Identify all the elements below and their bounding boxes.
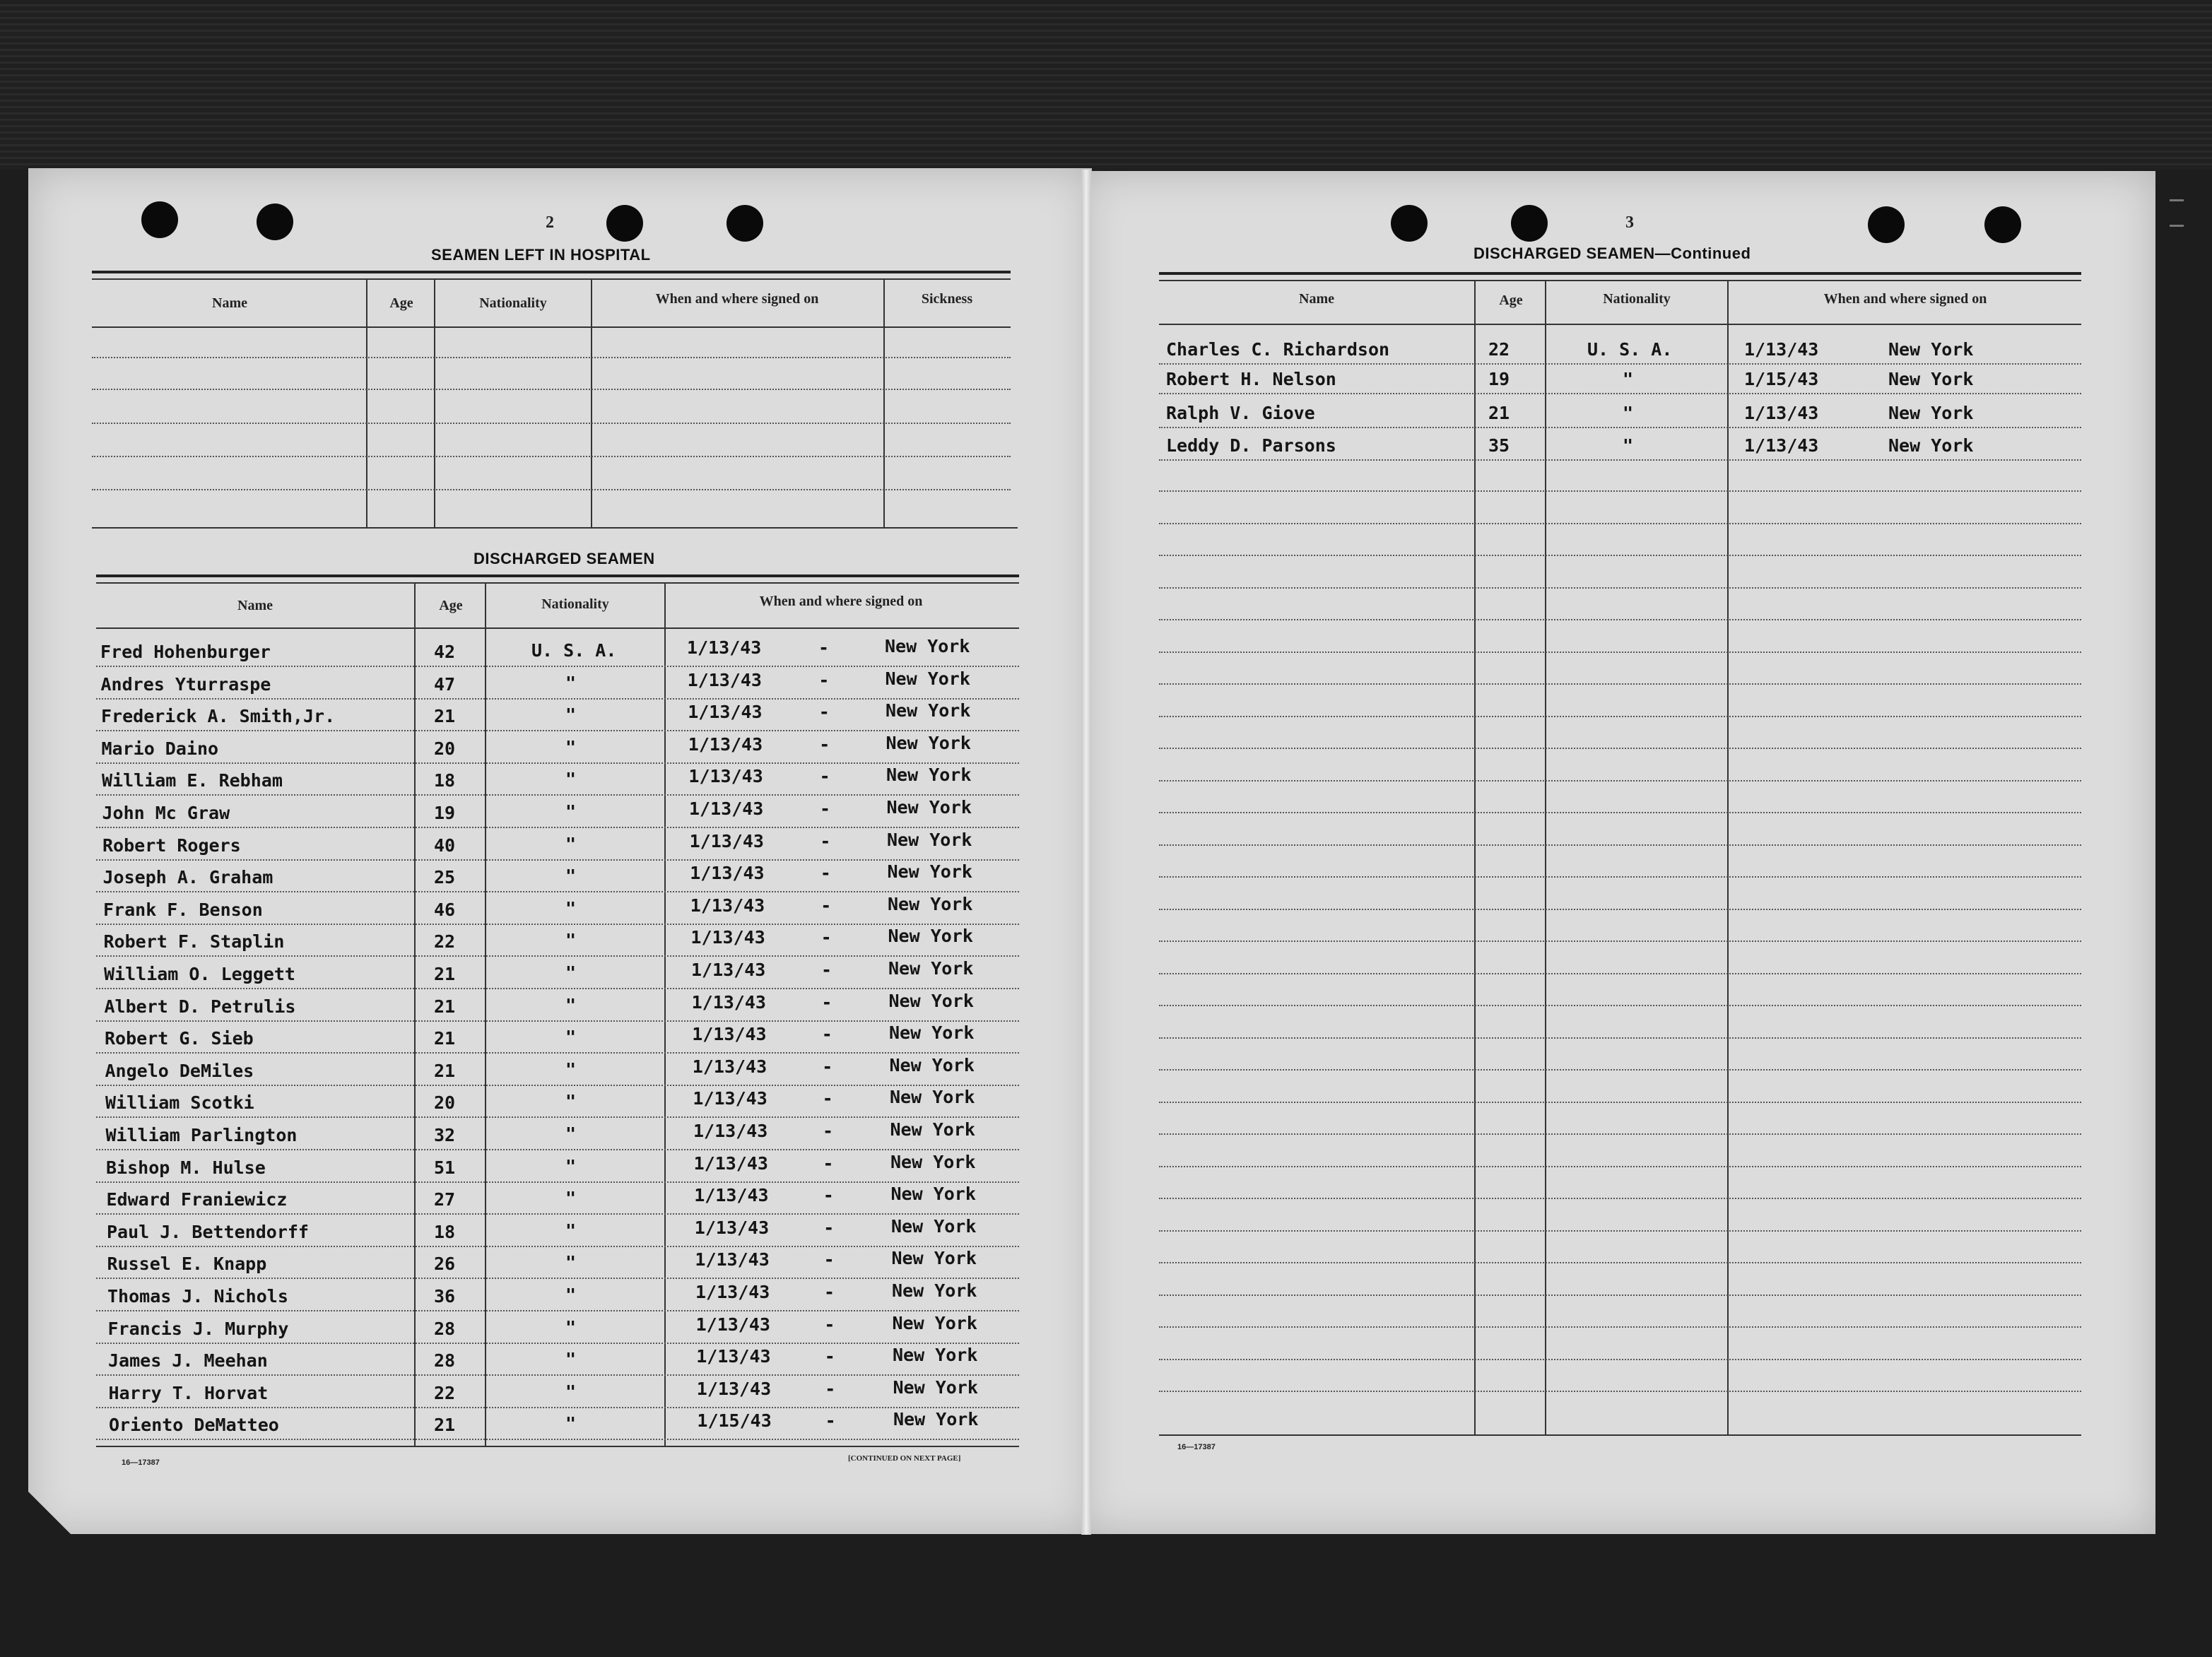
seaman-age: 20	[434, 738, 456, 759]
signed-on-place: New York	[888, 893, 973, 914]
rule	[1159, 280, 2081, 281]
ruled-line	[96, 698, 1019, 700]
ruled-line	[96, 762, 1019, 764]
signed-on-place: New York	[892, 1312, 977, 1333]
hospital-col-sickness: Sickness	[921, 291, 973, 307]
seaman-nationality: "	[565, 1059, 577, 1080]
seaman-nationality: "	[565, 1091, 577, 1112]
form-number-right: 16—17387	[1177, 1443, 1216, 1451]
separator-dash: -	[821, 1024, 833, 1045]
signed-on-date: 1/13/43	[695, 1282, 770, 1302]
signed-on-place: New York	[887, 861, 972, 883]
ruled-line	[96, 1310, 1019, 1311]
scanner-background	[0, 0, 2212, 170]
signed-on-date: 1/13/43	[1744, 403, 1819, 423]
separator-dash: -	[822, 1056, 833, 1077]
ruled-line	[1159, 1069, 2081, 1071]
seaman-age: 28	[434, 1318, 456, 1339]
signed-on-date: 1/13/43	[691, 960, 766, 980]
ruled-line	[1159, 1102, 2081, 1103]
signed-on-date: 1/13/43	[689, 830, 764, 851]
ruled-line	[1159, 812, 2081, 813]
page-fold	[1081, 170, 1091, 1535]
signed-on-place: New York	[890, 1151, 976, 1172]
seaman-name: Angelo DeMiles	[105, 1060, 254, 1081]
ruled-line	[1159, 1166, 2081, 1167]
separator-dash: -	[823, 1121, 834, 1141]
seaman-name: Robert Rogers	[102, 835, 241, 856]
seaman-nationality: "	[565, 1252, 577, 1273]
signed-on-place: New York	[885, 668, 970, 689]
seaman-age: 19	[1488, 369, 1510, 389]
seaman-nationality: "	[565, 1285, 577, 1305]
seaman-age: 51	[434, 1157, 456, 1178]
seaman-age: 36	[434, 1286, 456, 1307]
signed-on-place: New York	[893, 1345, 978, 1366]
seaman-age: 26	[434, 1254, 456, 1275]
ruled-line	[1159, 940, 2081, 942]
ruled-line	[1159, 363, 2081, 365]
separator-dash: -	[820, 798, 831, 819]
rule	[96, 574, 1019, 577]
seaman-name: Frederick A. Smith,Jr.	[101, 706, 336, 727]
seaman-nationality: U. S. A.	[1587, 339, 1673, 360]
ruled-line	[92, 489, 1011, 490]
signed-on-place: New York	[886, 700, 971, 721]
ruled-line	[96, 1407, 1019, 1408]
ruled-line	[96, 1085, 1019, 1086]
punch-hole	[1511, 205, 1548, 242]
seaman-name: Albert D. Petrulis	[104, 996, 296, 1017]
seaman-age: 20	[434, 1092, 456, 1114]
signed-on-place: New York	[890, 1087, 975, 1108]
signed-on-date: 1/13/43	[690, 863, 765, 884]
seaman-nationality: "	[565, 962, 577, 983]
ruled-line	[96, 955, 1019, 957]
hospital-col-age: Age	[389, 295, 413, 311]
separator-dash: -	[820, 895, 832, 916]
discharged-col-signed-on: When and where signed on	[759, 594, 923, 609]
seaman-name: Harry T. Horvat	[108, 1382, 269, 1403]
seaman-name: William Scotki	[105, 1092, 254, 1114]
seaman-name: Mario Daino	[101, 738, 219, 759]
signed-on-place: New York	[893, 1376, 978, 1398]
seaman-name: Bishop M. Hulse	[106, 1157, 266, 1178]
seaman-nationality: "	[565, 769, 577, 790]
signed-on-date: 1/13/43	[692, 1056, 767, 1077]
ruled-line	[1159, 1198, 2081, 1199]
rule	[92, 271, 1011, 273]
seaman-age: 46	[434, 899, 456, 920]
ruled-line	[92, 456, 1011, 457]
seaman-name: William Parlington	[105, 1125, 298, 1145]
ruled-line	[1159, 1262, 2081, 1263]
signed-on-place: New York	[888, 926, 973, 947]
signed-on-place: New York	[1888, 435, 1974, 456]
seaman-nationality: "	[565, 1155, 577, 1177]
separator-dash: -	[820, 830, 831, 851]
section-bottom-rule	[92, 527, 1018, 529]
signed-on-date: 1/13/43	[692, 1024, 767, 1045]
ruled-line	[96, 1246, 1019, 1247]
punch-hole	[1391, 205, 1428, 242]
seaman-nationality: U. S. A.	[531, 640, 617, 661]
separator-dash: -	[818, 669, 830, 690]
rule	[96, 582, 1019, 584]
ruled-line	[1159, 973, 2081, 974]
ruled-line	[1159, 844, 2081, 846]
discharged-col-nationality: Nationality	[541, 596, 609, 612]
ruled-line	[96, 794, 1019, 796]
seaman-name: Frank F. Benson	[103, 899, 263, 920]
separator-dash: -	[824, 1314, 835, 1335]
ruled-line	[96, 1181, 1019, 1183]
seaman-nationality: "	[565, 930, 577, 951]
separator-dash: -	[824, 1282, 835, 1302]
ruled-line	[1159, 587, 2081, 589]
ruled-line	[96, 730, 1019, 731]
seaman-age: 25	[434, 867, 456, 888]
header-rule	[1159, 324, 2081, 325]
seaman-nationality: "	[1623, 369, 1634, 389]
signed-on-date: 1/13/43	[694, 1185, 769, 1206]
continued-col-age: Age	[1499, 293, 1523, 308]
seaman-nationality: "	[565, 736, 577, 757]
ruled-line	[96, 1439, 1019, 1440]
seaman-name: Russel E. Knapp	[107, 1254, 267, 1275]
ruled-line	[96, 891, 1019, 892]
signed-on-place: New York	[890, 1184, 976, 1205]
seaman-age: 28	[434, 1350, 456, 1372]
seaman-age: 35	[1488, 435, 1510, 456]
seaman-nationality: "	[1623, 403, 1634, 423]
signed-on-place: New York	[892, 1280, 977, 1301]
continued-col-name: Name	[1299, 291, 1334, 307]
seaman-name: Andres Yturraspe	[100, 673, 271, 695]
ruled-line	[1159, 619, 2081, 620]
signed-on-date: 1/13/43	[1744, 435, 1819, 456]
ruled-line	[96, 1213, 1019, 1215]
seaman-age: 21	[434, 1060, 456, 1081]
seaman-nationality: "	[565, 1027, 577, 1048]
continued-col-nationality: Nationality	[1603, 291, 1671, 307]
seaman-age: 21	[434, 964, 456, 984]
separator-dash: -	[823, 1185, 834, 1206]
signed-on-date: 1/13/43	[695, 1249, 770, 1270]
separator-dash: -	[821, 960, 833, 980]
seaman-name: John Mc Graw	[102, 803, 230, 823]
separator-dash: -	[819, 766, 830, 787]
ruled-line	[1159, 876, 2081, 878]
seaman-name: William E. Rebham	[102, 770, 283, 791]
signed-on-place: New York	[888, 990, 974, 1011]
seaman-nationality: "	[565, 1316, 577, 1338]
seaman-name: Oriento DeMatteo	[109, 1415, 279, 1436]
signed-on-date: 1/13/43	[690, 895, 765, 916]
seaman-name: Ralph V. Giove	[1166, 403, 1315, 423]
ruled-line	[1159, 490, 2081, 492]
ruled-line	[1159, 1230, 2081, 1232]
signed-on-date: 1/13/43	[688, 733, 763, 755]
seaman-name: Robert F. Staplin	[103, 931, 285, 953]
separator-dash: -	[823, 1249, 835, 1270]
rule	[92, 278, 1011, 280]
seaman-age: 21	[434, 706, 456, 727]
signed-on-date: 1/13/43	[688, 702, 763, 723]
separator-dash: -	[823, 1217, 835, 1238]
ruled-line	[1159, 427, 2081, 428]
separator-dash: -	[819, 733, 830, 755]
signed-on-date: 1/13/43	[696, 1346, 771, 1367]
punch-hole	[257, 204, 293, 240]
seaman-age: 21	[1488, 403, 1510, 423]
signed-on-date: 1/13/43	[694, 1217, 770, 1238]
ruled-line	[96, 1149, 1019, 1150]
seaman-age: 22	[1488, 339, 1510, 360]
ruled-line	[96, 666, 1019, 667]
seaman-nationality: "	[1623, 435, 1634, 456]
signed-on-date: 1/13/43	[687, 637, 762, 658]
seaman-age: 42	[434, 642, 456, 662]
signed-on-date: 1/13/43	[696, 1378, 772, 1399]
signed-on-date: 1/13/43	[693, 1152, 768, 1174]
signed-on-place: New York	[890, 1119, 975, 1140]
hospital-col-name: Name	[212, 295, 247, 311]
separator-dash: -	[820, 863, 831, 884]
seaman-nationality: "	[565, 866, 577, 887]
seaman-age: 40	[434, 835, 456, 856]
seaman-nationality: "	[565, 1381, 577, 1402]
signed-on-place: New York	[891, 1248, 977, 1269]
signed-on-place: New York	[1888, 339, 1974, 360]
hospital-col-nationality: Nationality	[479, 295, 547, 311]
signed-on-date: 1/13/43	[693, 1088, 767, 1109]
signed-on-date: 1/15/43	[1744, 369, 1819, 389]
continued-col-signed-on: When and where signed on	[1823, 291, 1987, 307]
seaman-name: Robert H. Nelson	[1166, 369, 1336, 389]
seaman-age: 27	[434, 1189, 456, 1210]
col-divider	[414, 584, 416, 1446]
punch-hole	[1868, 206, 1905, 243]
ruled-line	[1159, 555, 2081, 556]
signed-on-place: New York	[886, 732, 971, 753]
punch-hole	[606, 205, 643, 242]
signed-on-place: New York	[887, 829, 972, 850]
signed-on-place: New York	[886, 765, 972, 786]
ruled-line	[1159, 683, 2081, 685]
seaman-age: 47	[434, 673, 456, 695]
seaman-age: 21	[434, 1415, 456, 1436]
seaman-age: 22	[434, 931, 456, 953]
separator-dash: -	[825, 1378, 836, 1399]
ruled-line	[1159, 1295, 2081, 1296]
seaman-name: Edward Franiewicz	[106, 1189, 288, 1210]
ruled-line	[96, 1278, 1019, 1279]
header-rule	[92, 326, 1011, 328]
seaman-age: 22	[434, 1382, 456, 1403]
separator-dash: -	[824, 1346, 835, 1367]
ruled-line	[1159, 1005, 2081, 1006]
separator-dash: -	[823, 1152, 834, 1174]
ruled-line	[96, 859, 1019, 861]
seaman-nationality: "	[565, 1349, 577, 1370]
page-number-left: 2	[546, 213, 554, 232]
signed-on-date: 1/13/43	[1744, 339, 1819, 360]
ruled-line	[1159, 1359, 2081, 1360]
seaman-name: Charles C. Richardson	[1166, 339, 1390, 360]
signed-on-date: 1/13/43	[689, 798, 764, 819]
punch-hole	[1984, 206, 2021, 243]
ruled-line	[1159, 716, 2081, 717]
discharged-col-name: Name	[237, 598, 273, 613]
discharged-section-title: DISCHARGED SEAMEN	[473, 550, 655, 567]
seaman-age: 21	[434, 1028, 456, 1049]
separator-dash: -	[825, 1410, 836, 1432]
ruled-line	[96, 988, 1019, 989]
ruled-line	[92, 389, 1011, 390]
signed-on-date: 1/13/43	[695, 1314, 770, 1335]
ruled-line	[96, 1374, 1019, 1376]
edge-mark	[2170, 199, 2184, 201]
seaman-nationality: "	[565, 833, 577, 854]
ruled-line	[92, 423, 1011, 424]
ruled-line	[1159, 459, 2081, 461]
separator-dash: -	[820, 927, 832, 948]
ruled-line	[96, 924, 1019, 925]
hospital-col-signed-on: When and where signed on	[655, 291, 819, 307]
seaman-nationality: "	[565, 1124, 577, 1144]
separator-dash: -	[822, 1088, 833, 1109]
seaman-age: 21	[434, 996, 456, 1017]
seaman-nationality: "	[565, 704, 577, 726]
rule	[1159, 272, 2081, 275]
separator-dash: -	[818, 637, 830, 658]
discharged-continued-title: DISCHARGED SEAMEN—Continued	[1473, 244, 1751, 262]
seaman-name: Robert G. Sieb	[105, 1028, 254, 1049]
ruled-line	[1159, 1326, 2081, 1328]
seaman-name: Paul J. Bettendorff	[107, 1221, 309, 1242]
ruled-line	[1159, 748, 2081, 749]
seaman-name: James J. Meehan	[108, 1350, 268, 1372]
col-divider	[664, 584, 666, 1446]
ruled-line	[96, 1020, 1019, 1022]
seaman-nationality: "	[565, 1188, 577, 1209]
separator-dash: -	[818, 702, 830, 723]
ruled-line	[1159, 1391, 2081, 1392]
seaman-age: 18	[434, 1221, 456, 1242]
ruled-line	[1159, 393, 2081, 394]
discharged-col-age: Age	[439, 598, 463, 613]
header-rule	[96, 627, 1019, 629]
ruled-line	[1159, 523, 2081, 524]
seaman-name: Leddy D. Parsons	[1166, 435, 1336, 456]
ruled-line	[96, 1116, 1019, 1118]
seaman-age: 18	[434, 770, 456, 791]
form-number-left: 16—17387	[122, 1458, 160, 1467]
signed-on-place: New York	[891, 1215, 977, 1237]
seaman-name: Thomas J. Nichols	[107, 1286, 288, 1307]
ruled-line	[96, 827, 1019, 828]
seaman-nationality: "	[565, 1220, 577, 1241]
punch-hole	[141, 201, 178, 238]
separator-dash: -	[821, 991, 833, 1013]
ruled-line	[1159, 1133, 2081, 1135]
ruled-line	[96, 1343, 1019, 1344]
signed-on-date: 1/13/43	[693, 1121, 768, 1141]
seaman-age: 32	[434, 1125, 456, 1145]
signed-on-place: New York	[1888, 369, 1974, 389]
signed-on-place: New York	[886, 797, 972, 818]
hospital-section-title: SEAMEN LEFT IN HOSPITAL	[431, 246, 651, 264]
seaman-age: 19	[434, 803, 456, 823]
ruled-line	[1159, 909, 2081, 910]
ruled-line	[1159, 1037, 2081, 1039]
signed-on-place: New York	[885, 636, 970, 656]
seaman-nationality: "	[565, 801, 577, 822]
signed-on-date: 1/13/43	[691, 991, 766, 1013]
ruled-line	[92, 357, 1011, 358]
seaman-nationality: "	[565, 672, 577, 693]
punch-hole	[726, 205, 763, 242]
signed-on-date: 1/13/43	[690, 927, 765, 948]
seaman-name: William O. Leggett	[104, 964, 295, 984]
seaman-name: Fred Hohenburger	[100, 642, 271, 662]
signed-on-place: New York	[893, 1409, 979, 1430]
signed-on-place: New York	[889, 1054, 975, 1075]
signed-on-place: New York	[889, 1022, 975, 1044]
signed-on-place: New York	[1888, 403, 1974, 423]
signed-on-date: 1/13/43	[687, 669, 762, 690]
seaman-nationality: "	[565, 994, 577, 1015]
page-number-right: 3	[1625, 213, 1634, 232]
continued-note: [CONTINUED ON NEXT PAGE]	[848, 1454, 961, 1463]
signed-on-date: 1/15/43	[697, 1410, 772, 1432]
ruled-line	[1159, 651, 2081, 653]
col-divider	[485, 584, 486, 1446]
ruled-line	[96, 1052, 1019, 1054]
signed-on-place: New York	[888, 958, 974, 979]
seaman-name: Francis J. Murphy	[107, 1318, 289, 1339]
seaman-nationality: "	[565, 897, 577, 919]
seaman-nationality: "	[565, 1413, 577, 1434]
table-bottom-rule	[1159, 1434, 2081, 1436]
edge-mark	[2170, 225, 2184, 227]
table-bottom-rule	[96, 1446, 1019, 1447]
seaman-name: Joseph A. Graham	[102, 867, 273, 888]
ruled-line	[1159, 780, 2081, 782]
signed-on-date: 1/13/43	[688, 766, 763, 787]
